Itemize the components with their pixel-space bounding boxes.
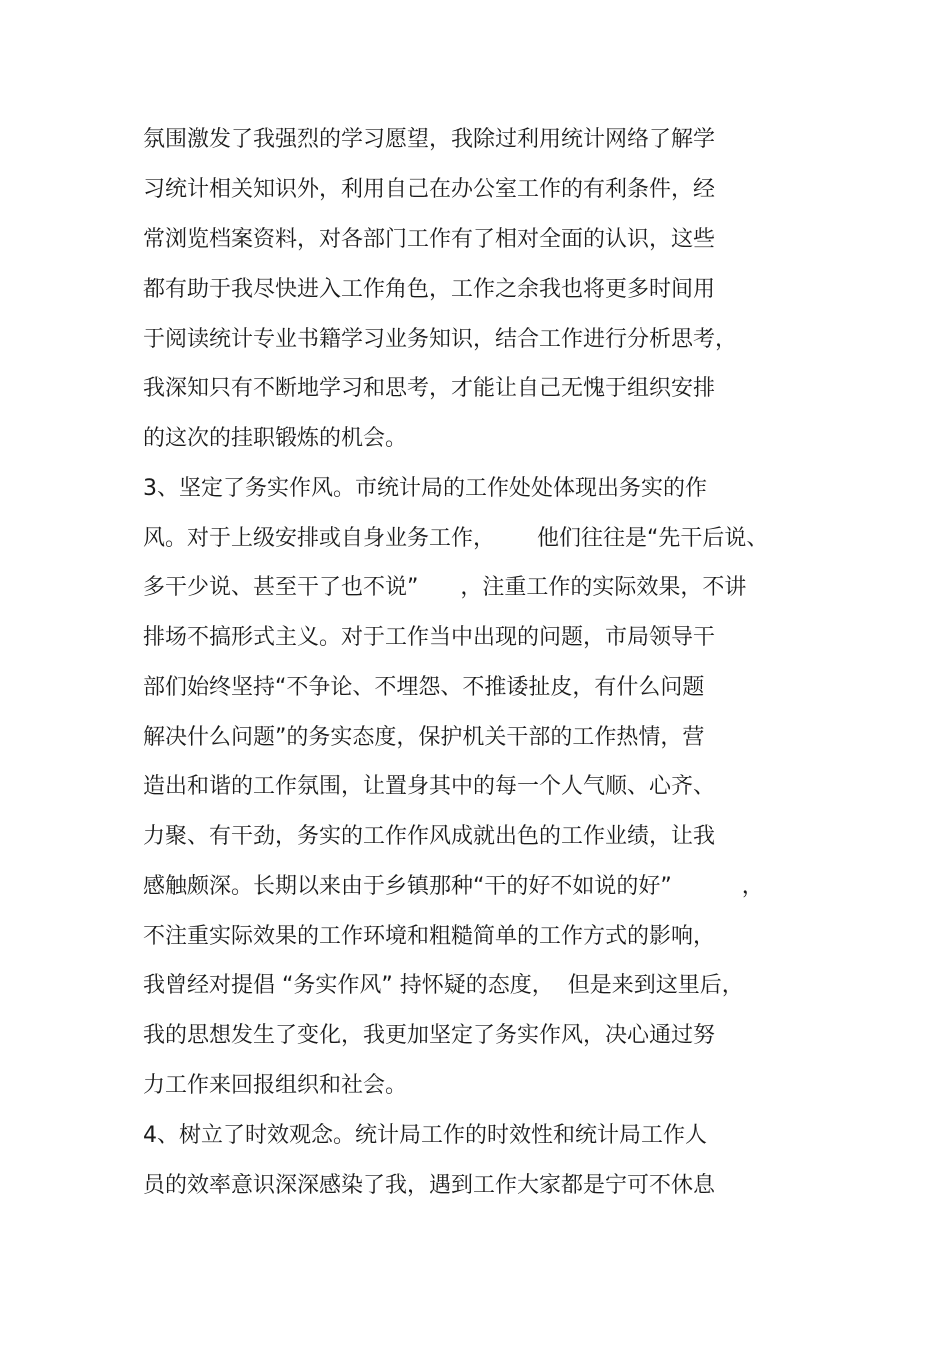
text-line: 于阅读统计专业书籍学习业务知识，结合工作进行分析思考，: [143, 327, 738, 352]
text-line: 4、树立了时效观念。统计局工作的时效性和统计局工作人: [143, 1123, 707, 1148]
text-line: 风。对于上级安排或自身业务工作， 他们往往是“先干后说、: [143, 526, 769, 551]
text-line: 部们始终坚持“不争论、不埋怨、不推诿扯皮，有什么问题: [143, 675, 705, 700]
text-line: 解决什么问题”的务实态度，保护机关干部的工作热情，营: [143, 725, 705, 750]
text-line: 氛围激发了我强烈的学习愿望，我除过利用统计网络了解学: [143, 127, 716, 152]
text-line: 员的效率意识深深感染了我，遇到工作大家都是宁可不休息: [143, 1173, 716, 1198]
text-line: 我曾经对提倡 “务实作风” 持怀疑的态度， 但是来到这里后，: [143, 973, 744, 998]
text-line: 常浏览档案资料，对各部门工作有了相对全面的认识，这些: [143, 227, 716, 252]
text-line: 排场不搞形式主义。对于工作当中出现的问题，市局领导干: [143, 625, 716, 650]
text-line: 我的思想发生了变化，我更加坚定了务实作风，决心通过努: [143, 1023, 716, 1048]
text-line: 多干少说、甚至干了也不说” ，注重工作的实际效果，不讲: [143, 575, 747, 600]
text-line: 感触颇深。长期以来由于乡镇那种“干的好不如说的好” ，: [143, 874, 764, 899]
text-line: 不注重实际效果的工作环境和粗糙简单的工作方式的影响，: [143, 924, 716, 949]
text-line: 都有助于我尽快进入工作角色，工作之余我也将更多时间用: [143, 277, 716, 302]
text-line: 力聚、有干劲，务实的工作作风成就出色的工作业绩，让我: [143, 824, 716, 849]
text-line: 我深知只有不断地学习和思考，才能让自己无愧于组织安排: [143, 376, 716, 401]
text-line: 3、坚定了务实作风。市统计局的工作处处体现出务实的作: [143, 476, 707, 501]
text-line: 的这次的挂职锻炼的机会。: [143, 426, 408, 451]
text-line: 力工作来回报组织和社会。: [143, 1073, 408, 1098]
text-line: 习统计相关知识外，利用自己在办公室工作的有利条件，经: [143, 177, 716, 202]
text-line: 造出和谐的工作氛围，让置身其中的每一个人气顺、心齐、: [143, 774, 716, 799]
